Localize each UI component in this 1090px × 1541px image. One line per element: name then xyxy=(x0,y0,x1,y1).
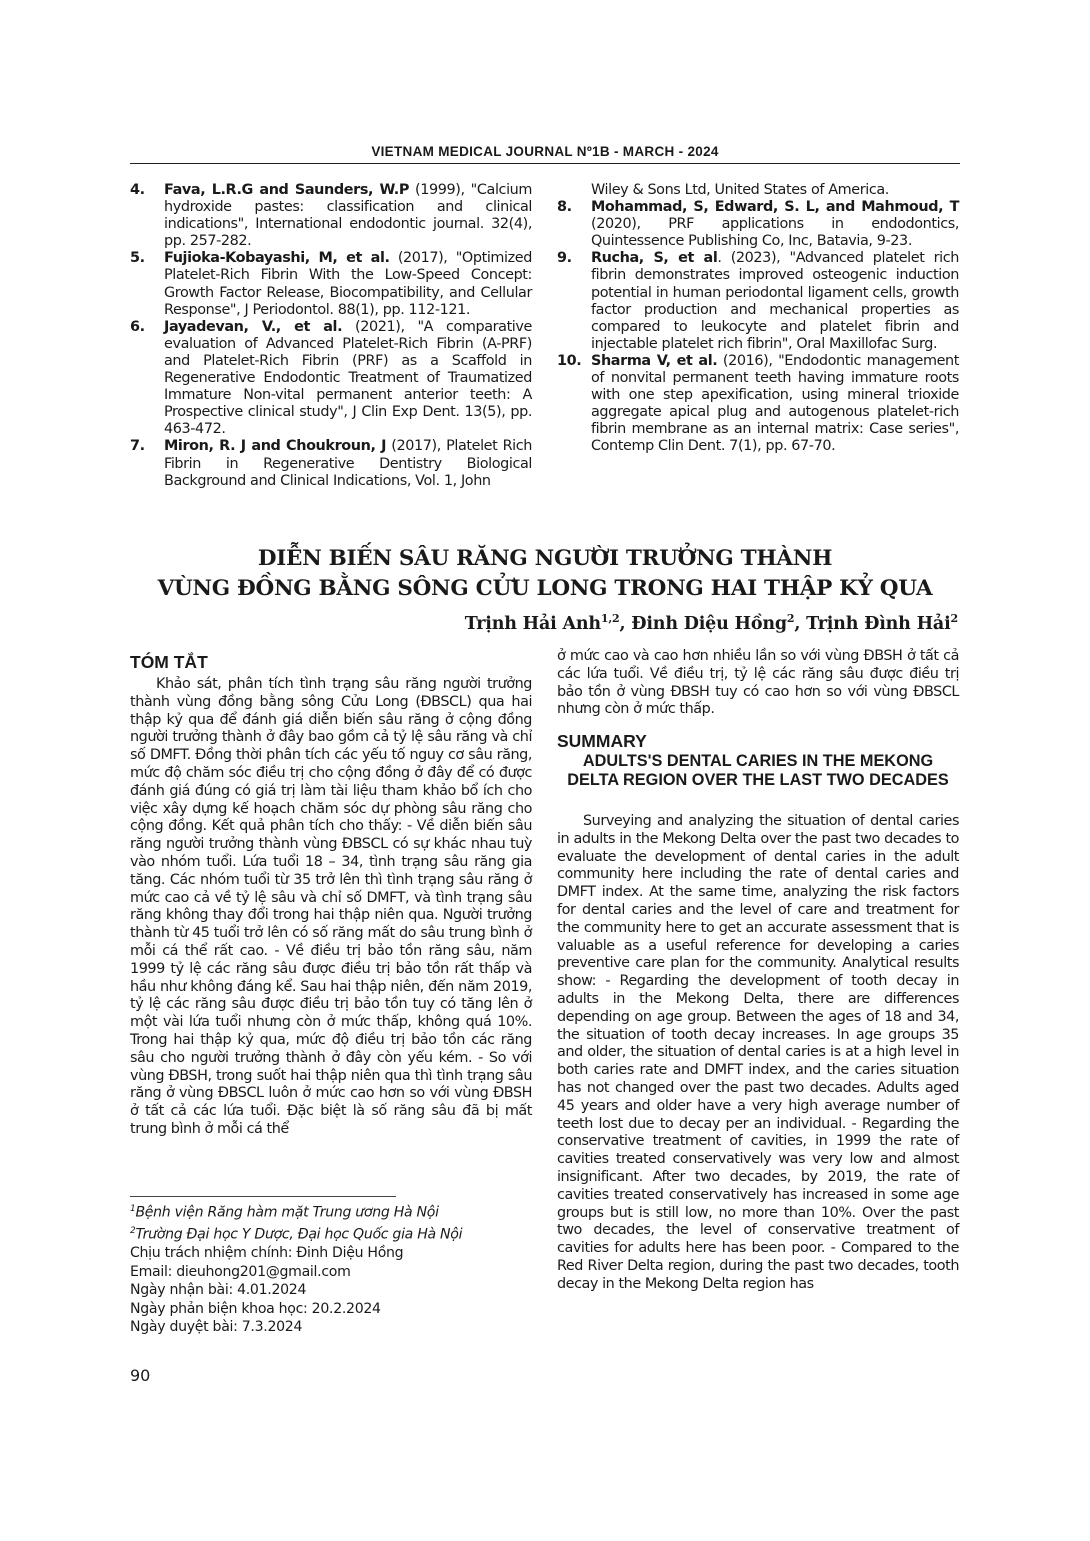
affiliation-1 xyxy=(130,1200,532,1222)
footnotes xyxy=(130,1200,532,1337)
reference-text: (2016), "Endodontic management of nonvital permanent teeth having immature roots with one step apexification, using mineral trioxide aggregate apical plug and autogenous platelet-rich fibrin membrane as an internal matrix: Case series", Contemp Clin Dent. 7(1), pp. 67-70. xyxy=(591,352,959,455)
reference-text: (2020), PRF applications in endodontics, Quintessence Publishing Co, Inc, Batavia, 9-23. xyxy=(591,216,959,250)
author-name: Đinh Diệu Hồng xyxy=(631,613,787,634)
reference-authors: Sharma V, et al. xyxy=(591,352,718,369)
author-affiliation: 1,2 xyxy=(600,612,620,625)
header-rule xyxy=(130,163,960,164)
reference-text: (2017), "Optimized Platelet-Rich Fibrin With the Low-Speed Concept: Growth Factor Release, Biocompatibility, and Cellular Response", J Periodontol. 88(1), pp. 112-121. xyxy=(164,250,532,318)
author-affiliation: 2 xyxy=(950,612,958,625)
reference-item xyxy=(557,353,959,456)
affiliation-2 xyxy=(130,1222,532,1244)
reference-text: (2021), "A comparative evaluation of Advanced Platelet-Rich Fibrin (A-PRF) and Platelet-Rich Fibrin (PRF) as a Scaffold in Regenerative Endodontic Treatment of Traumatized Immature Non-vital permanent anterior teeth: A Prospective clinical study", J Clin Exp Dent. 13(5), pp. 463-472. xyxy=(164,318,532,438)
references-right xyxy=(557,182,959,456)
reference-item xyxy=(130,438,532,489)
reference-item xyxy=(557,199,959,250)
summary-text: Surveying and analyzing the situation of dental caries in adults in the Mekong Delta over the past two decades to evaluate the development of dental caries in the adult community here including the rate of dental caries and DMFT index. At the same time, analyzing the risk factors for dental caries and the level of care and treatment for the community here to get an accurate assessment that is valuable as a useful reference for developing a caries preventive care plan for the community. Analytical results show: - Regarding the development of tooth decay in adults in the Mekong Delta, there are differences depending on age group. Between the ages of 18 and 34, the situation of tooth decay increases. In age groups 35 and older, the situation of dental caries is at a high level in both caries rate and DMFT index, and the caries situation has not changed over the past two decades. Adults aged 45 years and older have a very high average number of teeth lost due to decay per an individual. - Regarding the conservative treatment of cavities, in 1999 the rate of cavities treated conservatively was very low and almost insignificant. After two decades, by 2019, the rate of cavities treated conservatively has increased in some age groups but is still low, no more than 10%. Over the past two decades, the level of conservative treatment of cavities for adults here has been poor. - Compared to the Red River Delta region, during the past two decades, tooth decay in the Mekong Delta region has xyxy=(557,813,959,1292)
reference-item xyxy=(130,319,532,439)
author-name: Trịnh Đình Hải xyxy=(806,613,951,634)
corresponding-author: Chịu trách nhiệm chính: Đinh Diệu Hồng xyxy=(130,1245,404,1262)
accepted-date: Ngày duyệt bài: 7.3.2024 xyxy=(130,1319,303,1336)
reference-authors: Jayadevan, V., et al. xyxy=(164,318,343,335)
reference-authors: Miron, R. J and Choukroun, J xyxy=(164,438,387,455)
reference-number: 9. xyxy=(557,250,572,267)
article-title-line: VÙNG ĐỒNG BẰNG SÔNG CỬU LONG TRONG HAI THẬP KỶ QUA xyxy=(157,576,933,601)
reference-authors: Rucha, S, et al xyxy=(591,250,718,267)
reference-item xyxy=(130,182,532,250)
reference-number: 8. xyxy=(557,199,572,216)
reference-item xyxy=(557,250,959,353)
abstract-vi-continuation: ở mức cao và cao hơn nhiều lần so với vùng ĐBSH ở tất cả các lứa tuổi. Về điều trị, tỷ lệ các răng sâu được điều trị bảo tồn ở vùng ĐBSH tuy có cao hơn so với vùng ĐBSCL nhưng còn ở mức thấp. xyxy=(557,648,959,718)
affiliation-text: Trường Đại học Y Dược, Đại học Quốc gia Hà Nội xyxy=(135,1226,463,1243)
author-name: Trịnh Hải Anh xyxy=(464,613,601,634)
abstract-vi-text: Khảo sát, phân tích tình trạng sâu răng người trưởng thành vùng đồng bằng sông Cửu Long (ĐBSCL) qua hai thập kỷ qua để đánh giá diễn biến sâu răng ở cộng đồng người trưởng thành ở đây bao gồm cả tỷ lệ sâu răng và chỉ số DMFT. Đồng thời phân tích các yếu tố nguy cơ sâu răng, mức độ chăm sóc điều trị cho cộng đồng ở đây để có được đánh giá đúng có giá trị làm tài liệu tham khảo bổ ích cho việc xây dựng kế hoạch chăm sóc dự phòng sâu răng cho cộng đồng. Kết quả phân tích cho thấy: - Về diễn biến sâu răng người trưởng thành vùng ĐBSCL có sự khác nhau tuỳ vào nhóm tuổi. Lứa tuổi 18 – 34, tình trạng sâu răng gia tăng. Các nhóm tuổi từ 35 trở lên thì tình trạng sâu răng ở mức cao cả về tỷ lệ sâu và chỉ số DMFT, và tình trạng sâu răng không thay đổi trong hai thập niên qua. Người trưởng thành từ 45 tuổi trở lên có số răng mất do sâu trung bình ở mỗi cá thể rất cao. - Về điều trị bảo tồn răng sâu, năm 1999 tỷ lệ các răng sâu được điều trị bảo tồn rất thấp và hầu như không đáng kể. Sau hai thập niên, đến năm 2019, tỷ lệ các răng sâu được điều trị bảo tồn tuy có tăng lên ở một vài lứa tuổi nhưng còn ở mức thấp, không quá 10%. Trong hai thập kỷ qua, mức độ điều trị bảo tồn các răng sâu cho người trưởng thành ở đây còn yếu kém. - So với vùng ĐBSH, trong suốt hai thập niên qua thì tình trạng sâu răng ở vùng ĐBSCL luôn ở mức cao hơn so với vùng ĐBSH ở tất cả các lứa tuổi. Đặc biệt là số răng sâu đã bị mất trung bình ở mỗi cá thể xyxy=(130,676,532,1137)
received-date: Ngày nhận bài: 4.01.2024 xyxy=(130,1282,307,1299)
reference-authors: Mohammad, S, Edward, S. L, and Mahmoud, T xyxy=(591,199,959,216)
article-authors xyxy=(465,612,958,634)
reference-number: 7. xyxy=(130,438,145,455)
reference-text: . (2023), "Advanced platelet rich fibrin demonstrates improved osteogenic induction potential in human periodontal ligament cells, growth factor production and mechanical properties as compared to leukocyte and platelet fibrin and injectable platelet rich fibrin", Oral Maxillofac Surg. xyxy=(591,250,959,352)
reference-number: 5. xyxy=(130,250,145,267)
reference-authors: Fujioka-Kobayashi, M, et al. xyxy=(164,250,390,267)
reference-number: 10. xyxy=(557,352,582,369)
author-separator: , xyxy=(794,613,807,634)
reference-item xyxy=(130,250,532,318)
reference-number: 6. xyxy=(130,318,145,335)
reference-text: (1999), "Calcium hydroxide pastes: classification and clinical indications", International endodontic journal. 32(4), pp. 257-282. xyxy=(164,182,533,250)
affiliation-number: 2 xyxy=(130,1226,136,1237)
page-number: 90 xyxy=(130,1366,151,1385)
running-header: VIETNAM MEDICAL JOURNAL Nº1B - MARCH - 2024 xyxy=(371,144,719,159)
review-date: Ngày phản biện khoa học: 20.2.2024 xyxy=(130,1300,381,1317)
affiliation-number: 1 xyxy=(130,1204,136,1214)
abstract-vi-heading: TÓM TẮT xyxy=(130,652,208,672)
summary-title: ADULTS'S DENTAL CARIES IN THE MEKONG DELTA REGION OVER THE LAST TWO DECADES xyxy=(567,752,949,789)
email-line: Email: dieuhong201@gmail.com xyxy=(130,1263,351,1280)
reference-text: (2017), Platelet Rich Fibrin in Regenerative Dentistry Biological Background and Clinical Indications, Vol. 1, John xyxy=(164,438,532,489)
author-affiliation: 2 xyxy=(786,612,795,625)
reference-authors: Fava, L.R.G and Saunders, W.P xyxy=(164,182,410,198)
author-separator: , xyxy=(619,613,632,634)
footnote-rule xyxy=(130,1196,396,1197)
references-left xyxy=(130,182,532,490)
summary-heading: SUMMARY xyxy=(557,731,647,751)
affiliation-text: Bệnh viện Răng hàm mặt Trung ương Hà Nội xyxy=(135,1204,439,1221)
article-title-line: DIỄN BIẾN SÂU RĂNG NGƯỜI TRƯỞNG THÀNH xyxy=(257,546,833,571)
article-title xyxy=(130,544,960,604)
reference-continuation: Wiley & Sons Ltd, United States of America. xyxy=(591,182,889,198)
reference-number: 4. xyxy=(130,182,145,198)
